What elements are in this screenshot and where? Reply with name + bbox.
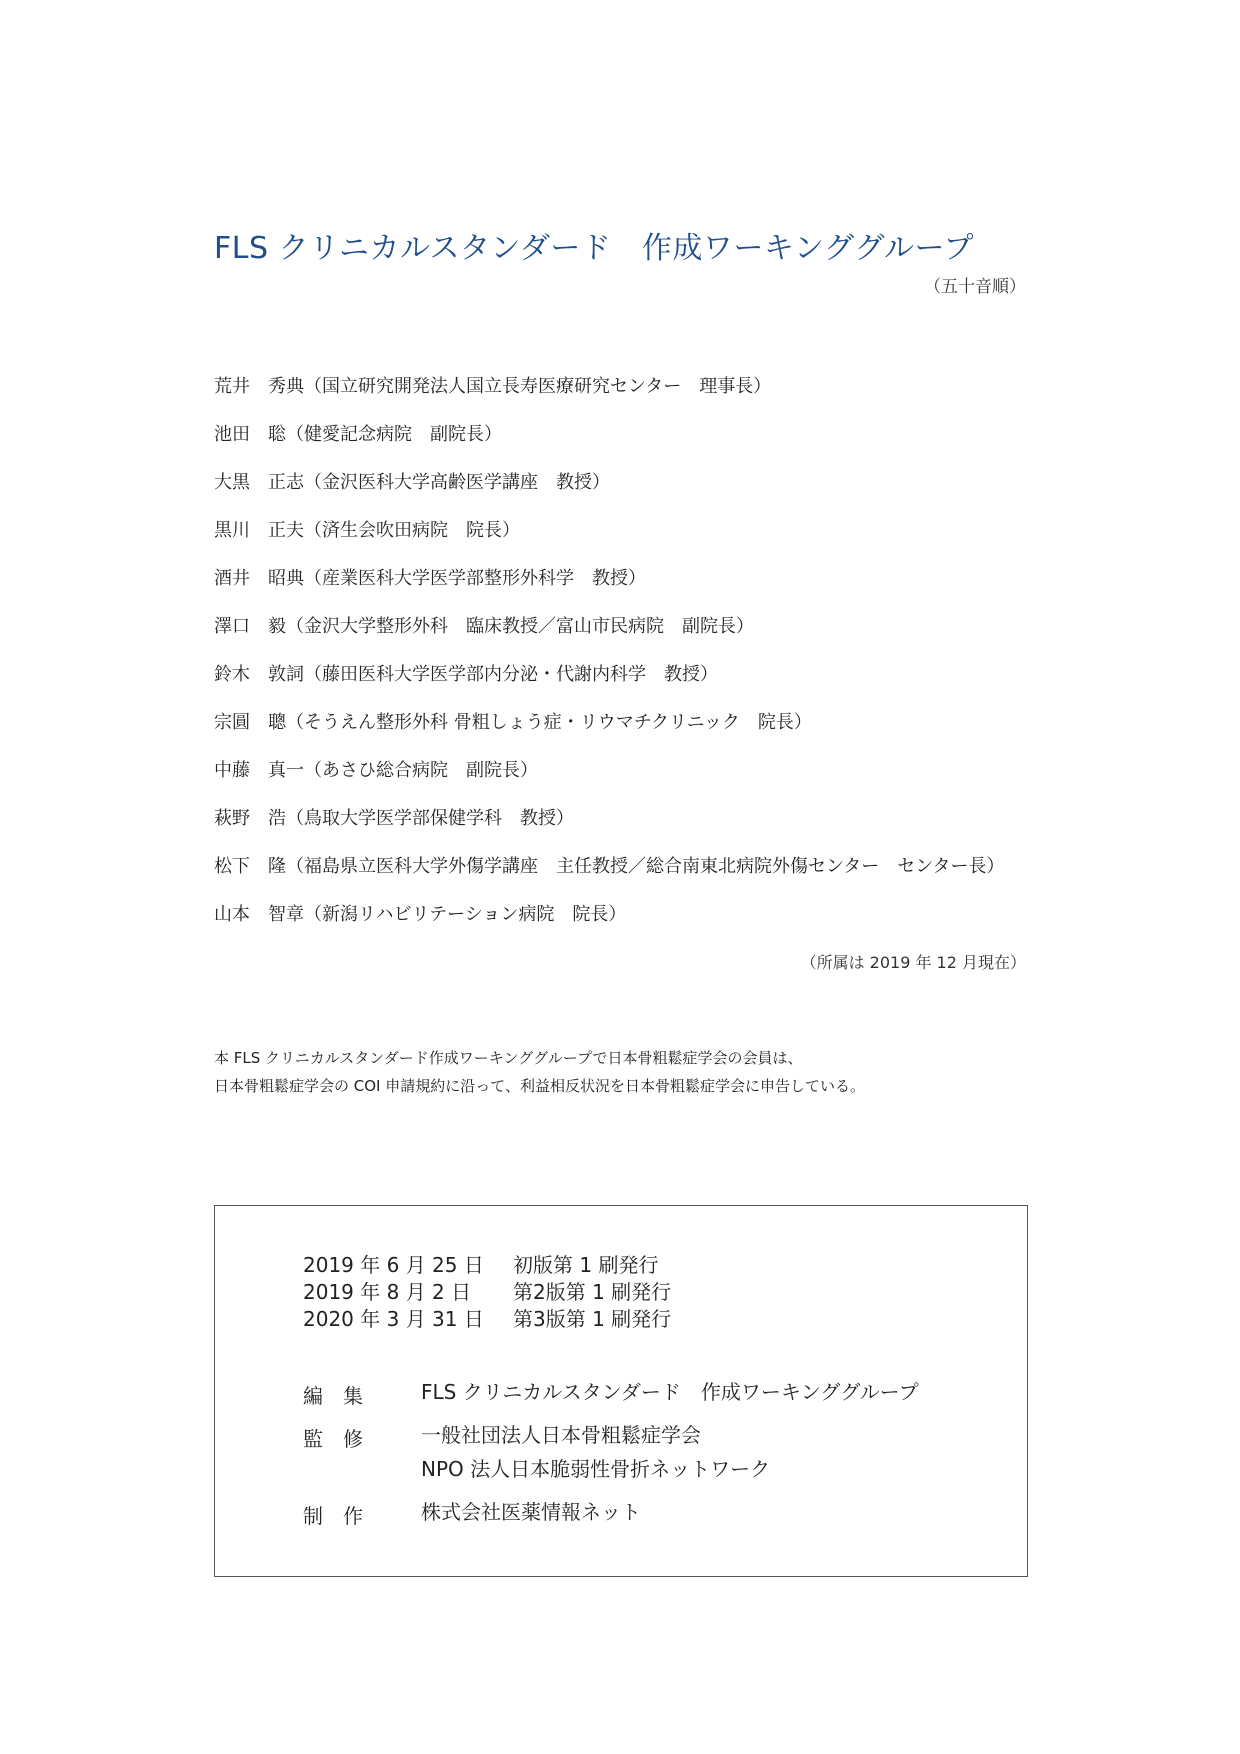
coi-statement: [214, 1044, 1034, 1100]
page-title: FLS クリニカルスタンダード 作成ワーキンググループ: [214, 231, 975, 266]
member-entry: 池田 聡（健愛記念病院 副院長）: [214, 424, 502, 445]
member-entry: 中藤 真一（あさひ総合病院 副院長）: [214, 760, 538, 781]
member-entry: 松下 隆（福島県立医科大学外傷学講座 主任教授／総合南東北病院外傷センター センター長）: [214, 856, 1005, 877]
member-entry: 鈴木 敦詞（藤田医科大学医学部内分泌・代謝内科学 教授）: [214, 664, 718, 685]
credit-supervisor: [303, 1423, 919, 1486]
member-entry: 大黒 正志（金沢医科大学高齢医学講座 教授）: [214, 472, 610, 493]
credit-role: 編 集: [303, 1384, 363, 1408]
credit-value: 株式会社医薬情報ネット: [421, 1500, 641, 1524]
member-entry: 酒井 昭典（産業医科大学医学部整形外科学 教授）: [214, 568, 646, 589]
edition-label: 第2版第 1 刷発行: [513, 1280, 672, 1304]
coi-line: 日本骨粗鬆症学会の COI 申請規約に沿って、利益相反状況を日本骨粗鬆症学会に申告している。: [214, 1077, 865, 1095]
member-entry: 山本 智章（新潟リハビリテーション病院 院長）: [214, 904, 627, 925]
member-entry: 萩野 浩（鳥取大学医学部保健学科 教授）: [214, 808, 574, 829]
member-list: [214, 372, 1034, 948]
member-entry: 宗圓 聰（そうえん整形外科 骨粗しょう症・リウマチクリニック 院長）: [214, 712, 812, 733]
member-entry: 黒川 正夫（済生会吹田病院 院長）: [214, 520, 520, 541]
credit-editor: [303, 1380, 919, 1409]
colophon-box: [214, 1205, 1028, 1577]
affiliation-date-note: （所属は 2019 年 12 月現在）: [800, 953, 1026, 972]
credit-producer: [303, 1500, 919, 1529]
order-note: （五十音順）: [924, 277, 1026, 297]
edition-history: [303, 1252, 671, 1333]
credit-role: 監 修: [303, 1427, 363, 1451]
edition-date: 2019 年 6 月 25 日: [303, 1253, 484, 1277]
edition-label: 初版第 1 刷発行: [513, 1253, 659, 1277]
credit-value: FLS クリニカルスタンダード 作成ワーキンググループ: [421, 1380, 919, 1404]
member-entry: 澤口 毅（金沢大学整形外科 臨床教授／富山市民病院 副院長）: [214, 616, 754, 637]
credit-role: 制 作: [303, 1504, 363, 1528]
edition-row: [303, 1306, 671, 1333]
edition-date: 2019 年 8 月 2 日: [303, 1280, 472, 1304]
edition-label: 第3版第 1 刷発行: [513, 1307, 672, 1331]
credit-value: NPO 法人日本脆弱性骨折ネットワーク: [421, 1457, 771, 1481]
credit-value: 一般社団法人日本骨粗鬆症学会: [421, 1423, 701, 1447]
edition-date: 2020 年 3 月 31 日: [303, 1307, 484, 1331]
coi-line: 本 FLS クリニカルスタンダード作成ワーキンググループで日本骨粗鬆症学会の会員は、: [214, 1049, 803, 1067]
member-entry: 荒井 秀典（国立研究開発法人国立長寿医療研究センター 理事長）: [214, 376, 772, 397]
edition-row: [303, 1252, 671, 1279]
edition-row: [303, 1279, 671, 1306]
credits: [303, 1380, 919, 1543]
